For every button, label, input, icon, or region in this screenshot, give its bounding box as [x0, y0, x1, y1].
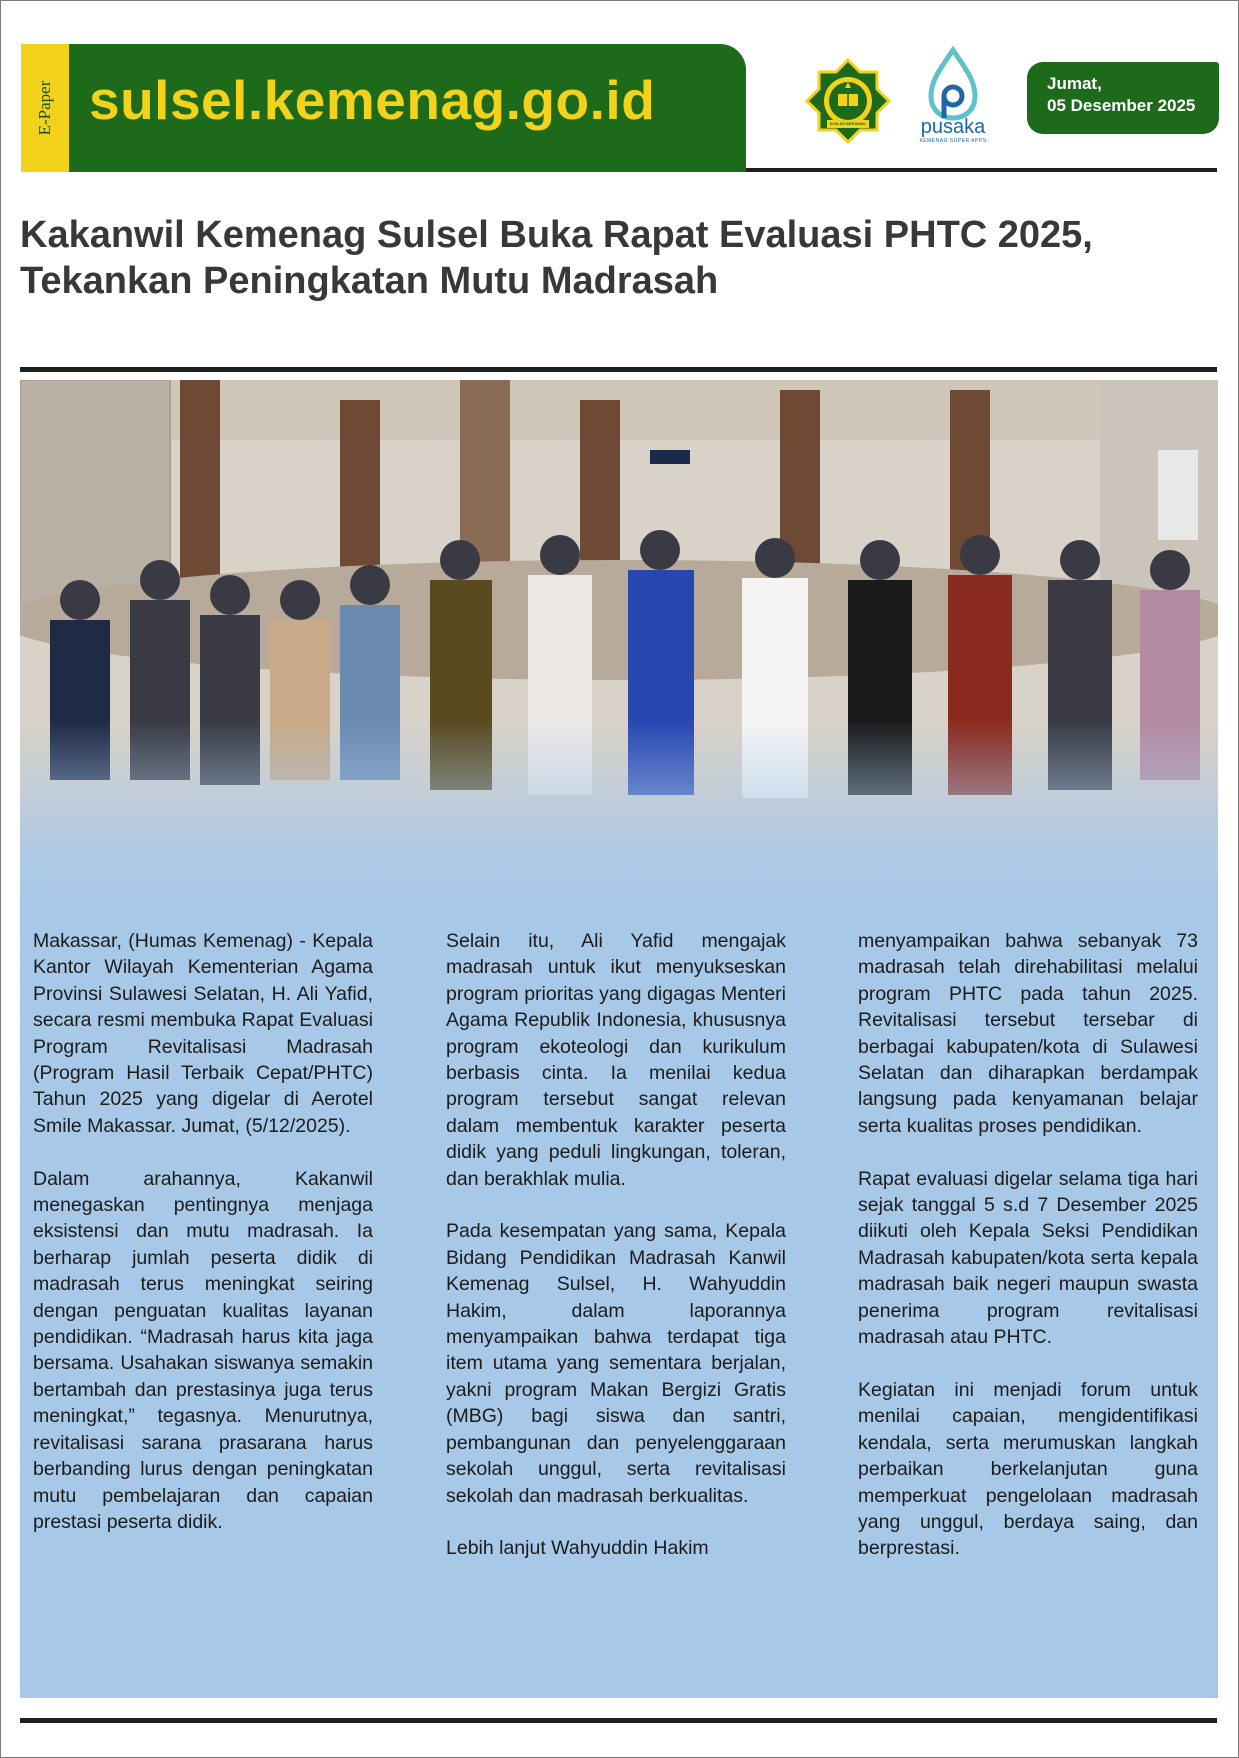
paragraph: Lebih lanjut Wahyuddin Hakim: [446, 1537, 709, 1560]
photo-fade: [20, 720, 1218, 920]
top-rule: [20, 367, 1217, 372]
epaper-tab: [21, 44, 69, 172]
pusaka-name: pusaka: [920, 116, 986, 138]
paragraph: Selain itu, Ali Yafid mengajak madrasah untuk ikut menyukseskan program prioritas yang digagas Menteri Agama Republik Indonesia, khususnya program ekoteologi dan kurikulum berbasis cinta. Ia menilai kedua program tersebut sangat relevan dalam membentuk karakter peserta didik yang peduli lingkungan, toleran, dan berakhlak mulia.: [446, 930, 786, 1190]
paragraph: Dalam arahannya, Kakanwil menegaskan pentingnya menjaga eksistensi dan mutu madrasah. Ia berharap jumlah peserta didik di madrasah terus meningkat seiring dengan penguatan kualitas layanan pendidikan. “Madrasah harus kita jaga bersama. Usahakan siswanya semakin bertambah dan prestasinya juga terus meningkat,” tegasnya. Menurutnya, revitalisasi sarana prasarana harus berbanding lurus dengan peningkatan mutu pembelajaran dan capaian prestasi peserta didik.: [33, 1167, 373, 1533]
date-badge: [1027, 62, 1219, 134]
site-title[interactable]: sulsel.kemenag.go.id: [89, 69, 656, 131]
paragraph: Kegiatan ini menjadi forum untuk menilai capaian, mengidentifikasi kendala, serta merumuskan langkah perbaikan berkelanjutan guna memperkuat pengelolaan madrasah yang unggul, berdaya saing, dan berprestasi.: [858, 1378, 1198, 1560]
kemenag-logo-icon: [805, 58, 891, 144]
paragraph: Makassar, (Humas Kemenag) - Kepala Kantor Wilayah Kementerian Agama Provinsi Sulawesi Selatan, H. Ali Yafid, secara resmi membuka Rapat Evaluasi Program Revitalisasi Madrasah (Program Hasil Terbaik Cepat/PHTC) Tahun 2025 yang digelar di Aerotel Smile Makassar. Jumat, (5/12/2025).: [33, 930, 373, 1137]
epaper-label: E-Paper: [35, 80, 54, 136]
header-rule: [746, 168, 1217, 172]
article-column-2: [446, 928, 786, 1588]
article-column-3: [858, 928, 1198, 1588]
paragraph: menyampaikan bahwa sebanyak 73 madrasah telah direhabilitasi melalui program PHTC pada tahun 2025. Revitalisasi tersebut tersebar di berbagai kabupaten/kota di Sulawesi Selatan dan diharapkan berdampak langsung pada kenyamanan belajar serta kualitas proses pendidikan.: [858, 930, 1198, 1137]
site-banner: [69, 44, 746, 172]
headline: Kakanwil Kemenag Sulsel Buka Rapat Evaluasi PHTC 2025, Tekankan Peningkatan Mutu Madrasah: [20, 214, 1093, 302]
pusaka-tagline: KEMENAG SUPER APPS: [919, 138, 987, 144]
kemenag-logo-text: IKHLAS BERAMAL: [830, 121, 866, 126]
date-day: Jumat,: [1047, 74, 1102, 93]
paragraph: Pada kesempatan yang sama, Kepala Bidang Pendidikan Madrasah Kanwil Kemenag Sulsel, H. Wahyuddin Hakim, dalam laporannya menyampaikan bahwa terdapat tiga item utama yang sementara berjalan, yakni program Makan Bergizi Gratis (MBG) bagi siswa dan santri, pembangunan dan penyelenggaraan sekolah unggul, serta revitalisasi sekolah dan madrasah berkualitas.: [446, 1220, 786, 1507]
bottom-rule: [20, 1718, 1217, 1723]
article-column-1: [33, 928, 373, 1562]
paragraph: Rapat evaluasi digelar selama tiga hari sejak tanggal 5 s.d 7 Desember 2025 diikuti oleh Kepala Seksi Pendidikan Madrasah kabupaten/kota serta kepala madrasah baik negeri maupun swasta penerima program revitalisasi madrasah atau PHTC.: [858, 1167, 1198, 1349]
date-full: 05 Desember 2025: [1047, 96, 1196, 115]
